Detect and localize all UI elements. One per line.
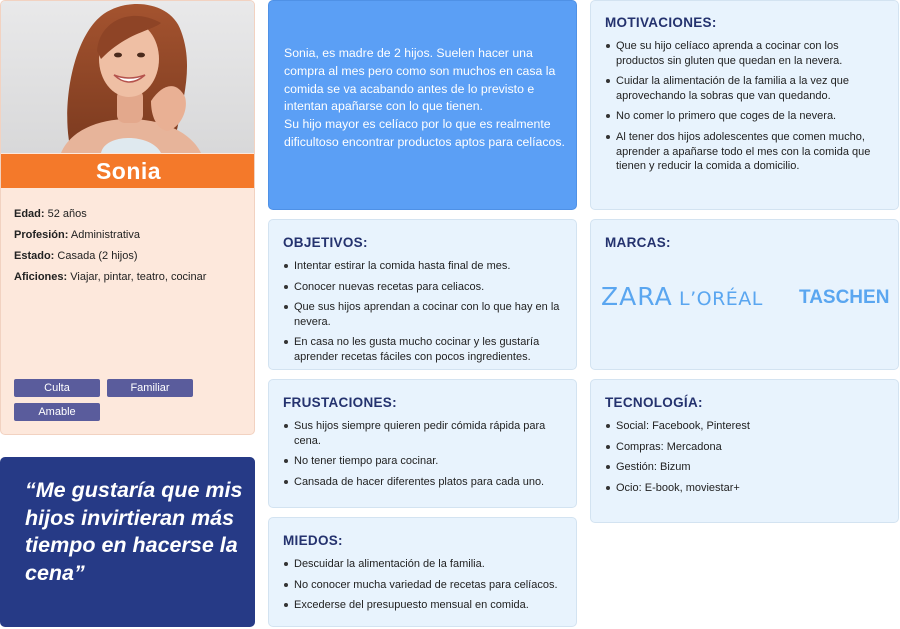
field-profesion bbox=[14, 229, 140, 241]
list-item: No comer lo primero que coges de la nevera. bbox=[605, 109, 888, 124]
list-item: Ocio: E-book, moviestar+ bbox=[605, 481, 888, 496]
section-title: MARCAS: bbox=[605, 235, 671, 250]
list-item: Excederse del presupuesto mensual en comida. bbox=[283, 598, 566, 613]
profile-photo bbox=[1, 1, 255, 153]
field-value: 52 años bbox=[47, 208, 87, 220]
tecnologia-list bbox=[605, 419, 888, 495]
objetivos-card bbox=[268, 219, 577, 370]
list-item: No tener tiempo para cocinar. bbox=[283, 454, 566, 469]
field-edad bbox=[14, 208, 87, 220]
loreal-logo: L’ORÉAL bbox=[679, 288, 763, 310]
frustraciones-card bbox=[268, 379, 577, 508]
miedos-list bbox=[283, 557, 566, 613]
frustraciones-list bbox=[283, 419, 566, 489]
field-label: Estado: bbox=[14, 250, 55, 262]
quote-text: “Me gustaría que mis hijos invirtieran más tiempo en hacerse la cena” bbox=[25, 478, 243, 585]
persona-name: Sonia bbox=[1, 154, 255, 188]
tag-culta: Culta bbox=[14, 379, 100, 397]
quote-card bbox=[0, 457, 255, 627]
list-item: Compras: Mercadona bbox=[605, 440, 888, 455]
list-item: Gestión: Bizum bbox=[605, 460, 888, 475]
section-title: MOTIVACIONES: bbox=[605, 15, 717, 30]
section-title: OBJETIVOS: bbox=[283, 235, 368, 250]
taschen-logo: TASCHEN bbox=[799, 287, 890, 308]
marcas-card bbox=[590, 219, 899, 370]
field-value: Administrativa bbox=[70, 229, 140, 241]
field-label: Profesión: bbox=[14, 229, 69, 241]
list-item: En casa no les gusta mucho cocinar y les gustaría aprender recetas fáciles con pocos ingredientes. bbox=[283, 335, 566, 364]
field-aficiones bbox=[14, 271, 206, 283]
field-label: Aficiones: bbox=[14, 271, 68, 283]
section-title: MIEDOS: bbox=[283, 533, 343, 548]
list-item: Cansada de hacer diferentes platos para cada uno. bbox=[283, 475, 566, 490]
section-title: FRUSTACIONES: bbox=[283, 395, 397, 410]
list-item: Cuidar la alimentación de la familia a la vez que aprovechando la sobras que van quedando. bbox=[605, 74, 888, 103]
bio-card bbox=[268, 0, 577, 210]
zara-logo: ZARA bbox=[601, 282, 673, 311]
portrait-illustration bbox=[1, 1, 255, 153]
field-estado bbox=[14, 250, 138, 262]
list-item: Al tener dos hijos adolescentes que comen mucho, aprender a apañarse todo el mes con la comida que tienen y reducir la comida a domicilio. bbox=[605, 130, 888, 174]
field-label: Edad: bbox=[14, 208, 45, 220]
list-item: Que sus hijos aprendan a cocinar con lo que hay en la nevera. bbox=[283, 300, 566, 329]
bio-text bbox=[284, 45, 567, 152]
miedos-card bbox=[268, 517, 577, 627]
bio-paragraph: Su hijo mayor es celíaco por lo que es realmente dificultoso encontrar productos aptos para celíacos. bbox=[284, 117, 565, 149]
list-item: Conocer nuevas recetas para celiacos. bbox=[283, 280, 566, 295]
tecnologia-card bbox=[590, 379, 899, 523]
profile-card bbox=[0, 0, 255, 435]
motivaciones-list bbox=[605, 39, 888, 174]
motivaciones-card bbox=[590, 0, 899, 210]
field-value: Viajar, pintar, teatro, cocinar bbox=[70, 271, 207, 283]
list-item: No conocer mucha variedad de recetas para celíacos. bbox=[283, 578, 566, 593]
bio-paragraph: Sonia, es madre de 2 hijos. Suelen hacer una compra al mes pero como son muchos en casa la comida se va acabando antes de lo previsto e intentan apañarse con lo que tienen. bbox=[284, 46, 556, 114]
list-item: Intentar estirar la comida hasta final de mes. bbox=[283, 259, 566, 274]
list-item: Social: Facebook, Pinterest bbox=[605, 419, 888, 434]
list-item: Descuidar la alimentación de la familia. bbox=[283, 557, 566, 572]
list-item: Que su hijo celíaco aprenda a cocinar con los productos sin gluten que quedan en la nevera. bbox=[605, 39, 888, 68]
field-value: Casada (2 hijos) bbox=[57, 250, 138, 262]
tag-familiar: Familiar bbox=[107, 379, 193, 397]
tag-amable: Amable bbox=[14, 403, 100, 421]
objetivos-list bbox=[283, 259, 566, 365]
section-title: TECNOLOGÍA: bbox=[605, 395, 703, 410]
list-item: Sus hijos siempre quieren pedir cómida rápida para cena. bbox=[283, 419, 566, 448]
